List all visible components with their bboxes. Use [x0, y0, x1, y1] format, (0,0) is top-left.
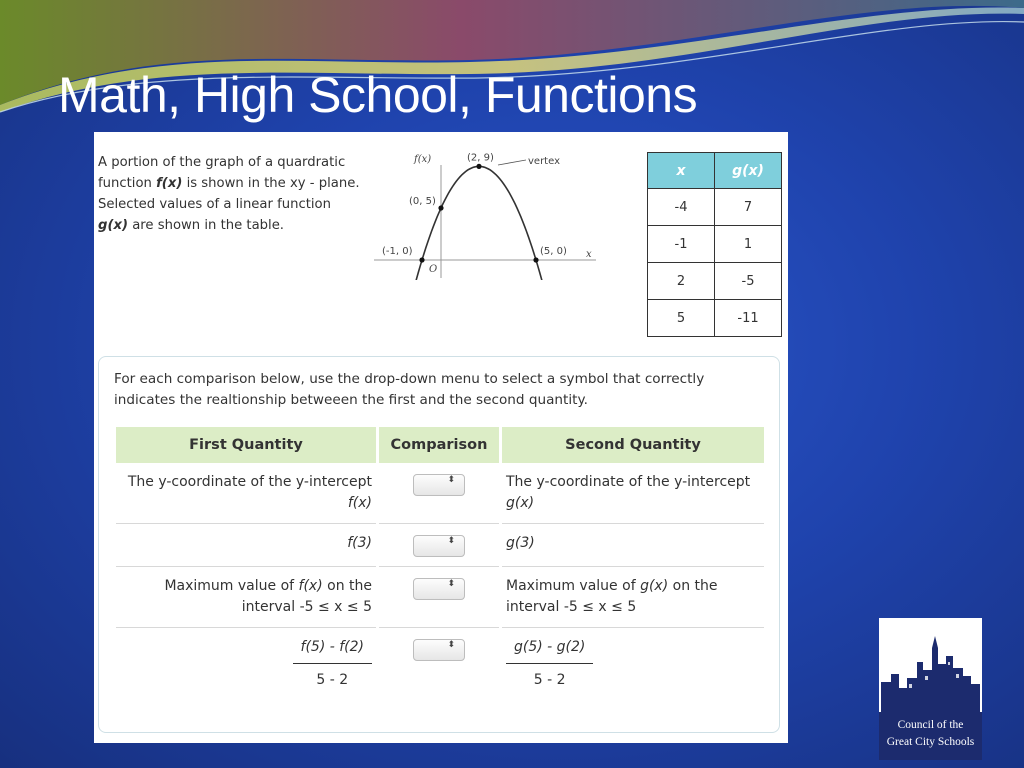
- parabola-curve: [409, 166, 546, 280]
- header-first-quantity: First Quantity: [116, 427, 376, 463]
- point-label: (-1, 0): [382, 246, 413, 257]
- first-quantity: The y-coordinate of the y-intercept f(x): [116, 463, 376, 524]
- question-panel: [94, 132, 788, 743]
- table-cell: -11: [715, 300, 782, 337]
- city-skyline-icon: [879, 618, 982, 712]
- y-axis-label: f(x): [414, 154, 432, 165]
- first-quantity: [116, 628, 376, 700]
- x-axis-label: x: [586, 249, 592, 260]
- question-prompt: A portion of the graph of a quardratic function f(x) is shown in the xy - plane. Selected values of a linear function g(x) are shown in the table.: [98, 155, 360, 233]
- select-arrows-icon: ⬍: [447, 475, 455, 485]
- council-logo: [879, 618, 982, 760]
- first-quantity: Maximum value of f(x) on the interval -5 ≤ x ≤ 5: [116, 567, 376, 628]
- second-quantity: Maximum value of g(x) on the interval -5 ≤ x ≤ 5: [502, 567, 764, 628]
- g-values-table: [647, 152, 782, 337]
- quadratic-graph: [374, 150, 604, 280]
- comparison-select[interactable]: [413, 639, 465, 661]
- comparison-task: [98, 356, 780, 733]
- fraction: $\frac{g(5) - g(2)}{5 - 2}$: [506, 637, 593, 691]
- select-arrows-icon: ⬍: [447, 536, 455, 546]
- comparison-row: [116, 628, 764, 700]
- comparison-select[interactable]: [413, 474, 465, 496]
- g-table-header-x: x: [648, 153, 715, 189]
- second-quantity: The y-coordinate of the y-intercept g(x): [502, 463, 764, 524]
- comparison-table: [113, 427, 767, 700]
- logo-text: Council of the Great City Schools: [879, 712, 982, 760]
- table-row: [648, 300, 782, 337]
- table-cell: 1: [715, 226, 782, 263]
- comparison-row: [116, 567, 764, 628]
- graph-point: [438, 205, 443, 210]
- point-label: (5, 0): [540, 246, 567, 257]
- f-label: f(x): [156, 176, 183, 191]
- graph-point: [476, 164, 481, 169]
- second-quantity: [502, 628, 764, 700]
- point-label: (2, 9): [467, 152, 494, 164]
- select-arrows-icon: ⬍: [447, 640, 455, 650]
- graph-point: [419, 257, 424, 262]
- table-cell: 2: [648, 263, 715, 300]
- first-quantity: f(3): [116, 524, 376, 567]
- table-cell: -1: [648, 226, 715, 263]
- comparison-select[interactable]: [413, 578, 465, 600]
- comparison-row: [116, 524, 764, 567]
- fraction: $\frac{f(5) - f(2)}{5 - 2}$: [293, 637, 372, 691]
- slide-title: Math, High School, Functions: [58, 67, 698, 123]
- table-cell: -4: [648, 189, 715, 226]
- point-label: (0, 5): [409, 196, 436, 207]
- graph-point: [533, 257, 538, 262]
- table-cell: 5: [648, 300, 715, 337]
- select-arrows-icon: ⬍: [447, 579, 455, 589]
- header-second-quantity: Second Quantity: [502, 427, 764, 463]
- vertex-pointer: [498, 160, 526, 165]
- table-row: [648, 226, 782, 263]
- task-instruction: For each comparison below, use the drop-down menu to select a symbol that correctly indicates the realtionship betweeen the first and the second quantity.: [114, 371, 705, 408]
- header-comparison: Comparison: [379, 427, 499, 463]
- table-cell: 7: [715, 189, 782, 226]
- second-quantity: g(3): [502, 524, 764, 567]
- comparison-select[interactable]: [413, 535, 465, 557]
- origin-label: O: [429, 264, 438, 275]
- table-row: [648, 189, 782, 226]
- table-row: [648, 263, 782, 300]
- comparison-row: [116, 463, 764, 524]
- g-table-header-gx: g(x): [715, 153, 782, 189]
- g-label: g(x): [98, 218, 129, 233]
- vertex-label: vertex: [528, 156, 560, 167]
- table-cell: -5: [715, 263, 782, 300]
